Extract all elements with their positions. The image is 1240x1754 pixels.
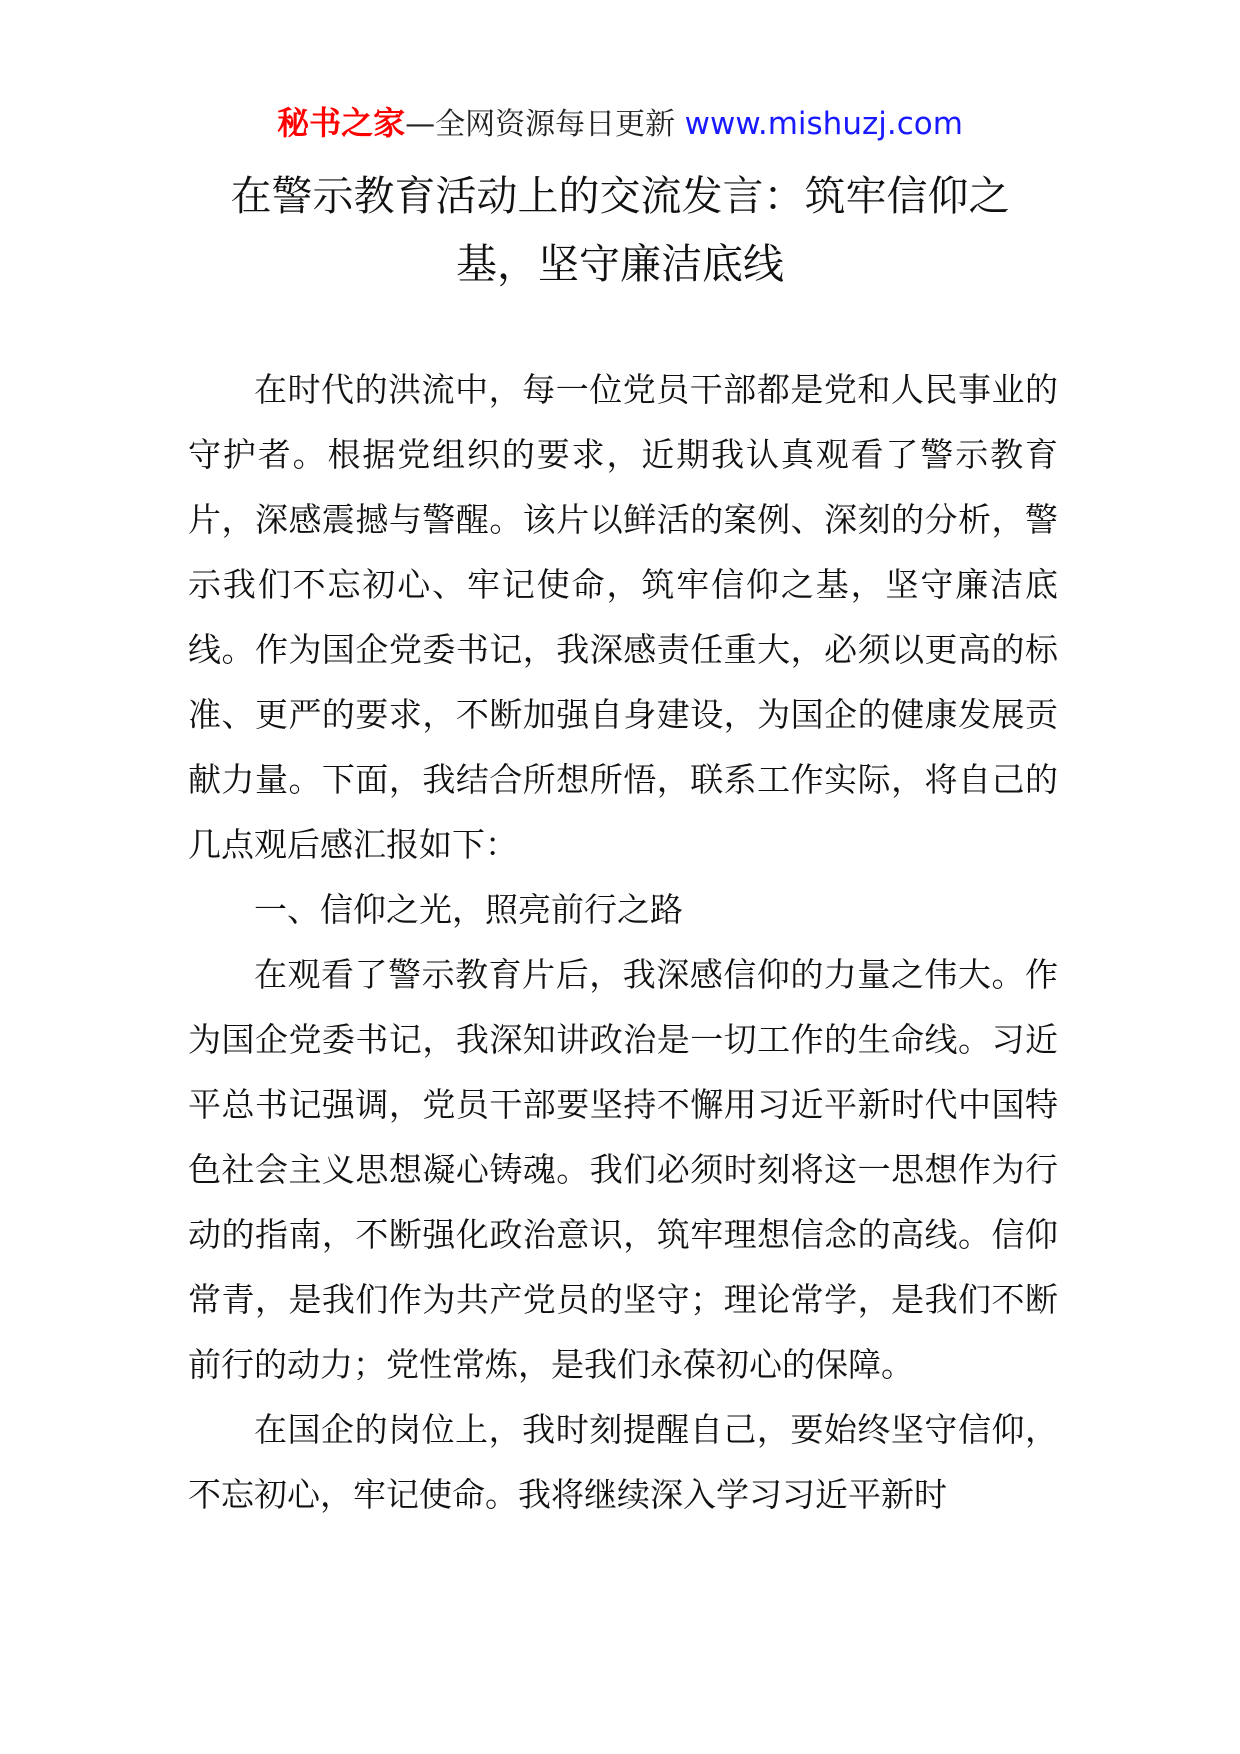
- header-tagline: —全网资源每日更新: [405, 107, 685, 142]
- document-body: [188, 357, 1058, 1527]
- document-title: 在警示教育活动上的交流发言：筑牢信仰之基，坚守廉洁底线: [230, 172, 1010, 288]
- section-heading-1: 一、信仰之光，照亮前行之路: [254, 890, 683, 929]
- paragraph-section-1-cont: 在国企的岗位上，我时刻提醒自己，要始终坚守信仰，不忘初心，牢记使命。我将继续深入学习习近平新时: [188, 1410, 1058, 1514]
- site-url-link[interactable]: www.mishuzj.com: [684, 106, 963, 142]
- paragraph-section-1: 在观看了警示教育片后，我深感信仰的力量之伟大。作为国企党委书记，我深知讲政治是一切工作的生命线。习近平总书记强调，党员干部要坚持不懈用习近平新时代中国特色社会主义思想凝心铸魂。我们必须时刻将这一思想作为行动的指南，不断强化政治意识，筑牢理想信念的高线。信仰常青，是我们作为共产党员的坚守；理论常学，是我们不断前行的动力；党性常炼，是我们永葆初心的保障。: [188, 955, 1058, 1384]
- site-header: [0, 102, 1240, 146]
- paragraph-intro: 在时代的洪流中，每一位党员干部都是党和人民事业的守护者。根据党组织的要求，近期我认真观看了警示教育片，深感震撼与警醒。该片以鲜活的案例、深刻的分析，警示我们不忘初心、牢记使命，筑牢信仰之基，坚守廉洁底线。作为国企党委书记，我深感责任重大，必须以更高的标准、更严的要求，不断加强自身建设，为国企的健康发展贡献力量。下面，我结合所想所悟，联系工作实际，将自己的几点观后感汇报如下：: [188, 370, 1058, 864]
- brand-name: 秘书之家: [277, 104, 406, 142]
